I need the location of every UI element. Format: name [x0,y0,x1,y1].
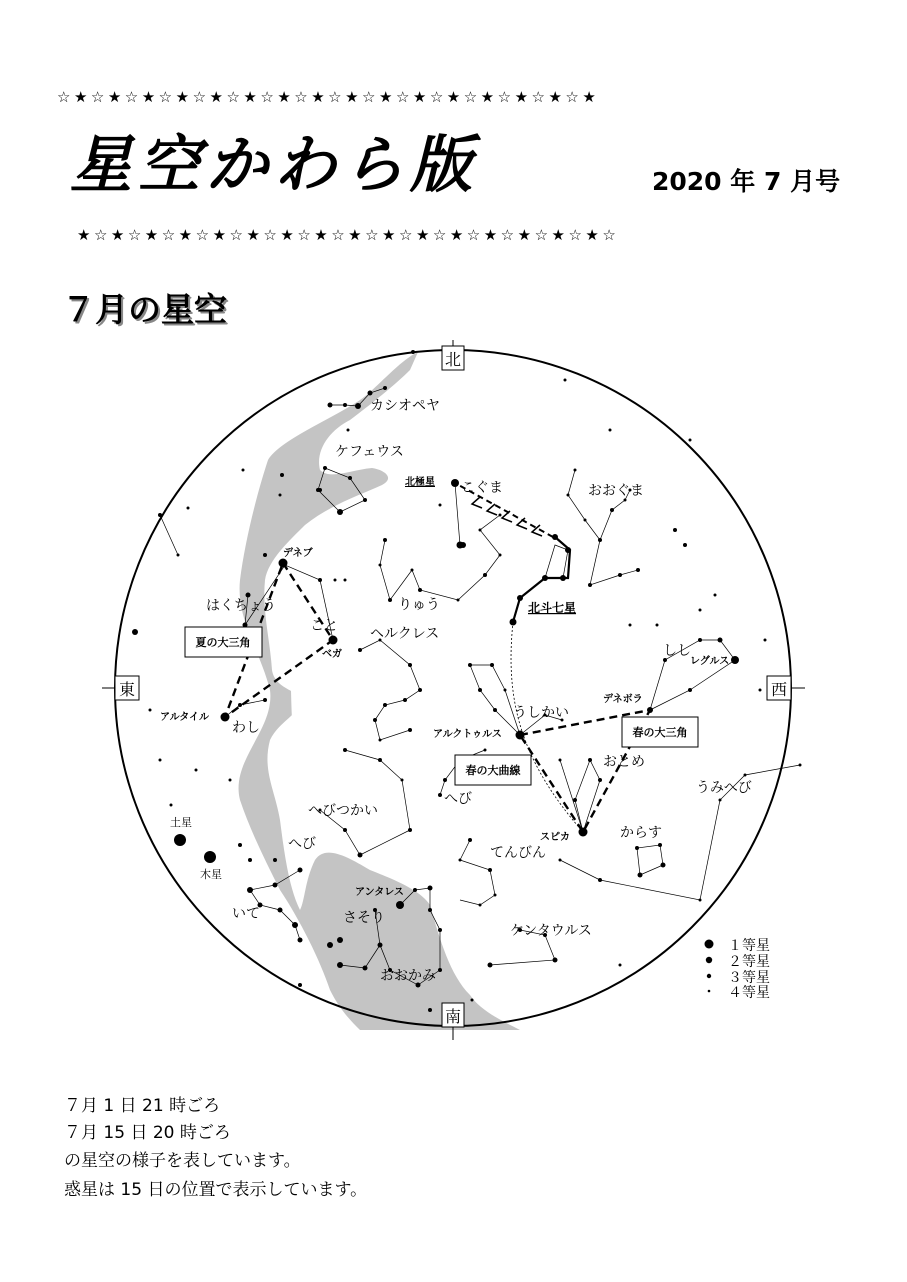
star-dot [479,904,482,907]
star-dot [413,888,417,892]
star-dot [337,962,343,968]
star-dot [363,498,367,502]
star-dot [504,689,507,692]
caption-line-2: ７月 15 日 20 時ごろ [64,1123,231,1143]
star-dot [609,429,612,432]
star-dot [673,528,677,532]
star-dot [378,943,383,948]
svg-text:アルタイル: アルタイル [160,712,209,723]
star-dot [298,938,303,943]
caption-line-3: の星空の様子を表しています。 [64,1151,301,1171]
star-border-top: ☆★☆★☆★☆★☆★☆★☆★☆★☆★☆★☆★☆★☆★☆★☆★☆★ [57,88,600,106]
star-dot [408,663,412,667]
star-dot [635,846,639,850]
star-dot [698,638,702,642]
star-dot [344,579,347,582]
star-dot [759,689,762,692]
star-dot [438,793,442,797]
star-dot [619,964,622,967]
star-dot [629,624,632,627]
star-dot [408,828,412,832]
star-dot [618,573,622,577]
star-dot [158,513,162,517]
star-dot [334,579,337,582]
star-dot [159,759,162,762]
star-dot [460,542,466,548]
star-dot [688,688,692,692]
star-dot [273,858,277,862]
star-dot [378,758,382,762]
svg-text:北: 北 [444,350,462,369]
star-dot [490,663,494,667]
star-dot [610,508,614,512]
issue-date: 2020 年 7 月号 [652,167,841,196]
star-dot [683,543,687,547]
star-dot [719,799,722,802]
star-dot [337,509,343,515]
star-dot [560,575,566,581]
svg-text:夏の大三角: 夏の大三角 [195,636,251,649]
star-dot [411,569,414,572]
spring-curve-box [455,755,531,785]
direction-south [442,1003,464,1027]
horizon-circle [115,350,791,1026]
star-dot [318,578,322,582]
svg-text:いて: いて [232,906,260,922]
star-dot [347,429,350,432]
svg-text:２等星: ２等星 [728,954,770,970]
svg-text:春の大三角: 春の大三角 [632,726,688,739]
star-dot [248,858,252,862]
star-dot [647,707,653,713]
star-dot [552,534,558,540]
star-dot [459,859,462,862]
svg-text:ケフェウス: ケフェウス [335,444,404,460]
svg-text:東: 東 [118,680,136,699]
star-dot [588,583,592,587]
star-dot [383,703,387,707]
star-dot [263,553,267,557]
star-dot [329,636,338,645]
svg-text:へびつかい: へびつかい [308,803,378,819]
star-dot [316,488,320,492]
constellation-lines [160,388,800,985]
caption-line-1: ７月 1 日 21 時ごろ [64,1096,221,1116]
star-dot [714,594,717,597]
star-dot [499,554,502,557]
star-dot [457,599,460,602]
star-dot [401,779,404,782]
svg-text:ヘルクレス: ヘルクレス [370,626,440,642]
svg-text:うみへび: うみへび [696,780,752,796]
star-dot [439,504,442,507]
star-dot [408,728,412,732]
svg-text:わし: わし [232,720,260,736]
star-dot [403,698,407,702]
section-title: ７月の星空 [62,290,227,329]
star-dot [484,749,487,752]
svg-text:てんびん: てんびん [490,845,546,861]
star-dot [418,588,422,592]
star-dot [516,731,525,740]
star-dot [579,828,588,837]
star-dot [567,494,570,497]
star-dot [428,908,432,912]
svg-text:スピカ: スピカ [540,832,570,843]
star-dot [242,469,245,472]
star-dot [451,479,459,487]
star-dot [478,688,482,692]
star-dot [699,899,702,902]
svg-text:おとめ: おとめ [603,754,645,770]
star-dot [488,963,493,968]
svg-text:１等星: １等星 [728,938,770,954]
star-dot [438,968,442,972]
star-dot [132,629,138,635]
star-dot [559,859,562,862]
star-dot [343,403,347,407]
star-dot [542,575,548,581]
star-dot [588,758,592,762]
star-dot [229,779,232,782]
star-dot [428,886,433,891]
svg-text:さそり: さそり [343,910,385,926]
star-dot [584,519,587,522]
svg-text:土星: 土星 [170,816,192,829]
star-dot [273,883,278,888]
star-dot [396,901,404,909]
svg-text:へび: へび [288,836,316,852]
svg-text:からす: からす [620,825,662,841]
star-dot [438,928,442,932]
star-dot [280,473,284,477]
svg-text:へび: へび [444,791,472,807]
svg-text:３等星: ３等星 [728,970,770,986]
svg-text:こと: こと [310,618,338,634]
star-dot [292,922,298,928]
svg-text:おおかみ: おおかみ [380,968,436,984]
star-dot [598,878,602,882]
svg-text:ベガ: ベガ [322,649,342,660]
star-dot [731,656,739,664]
svg-text:西: 西 [770,680,788,699]
star-dot [187,507,190,510]
star-dot [598,778,602,782]
star-dot [373,718,377,722]
star-dot [358,648,362,652]
star-dot [744,774,747,777]
newsletter-title: 星空かわら版 [70,128,479,201]
star-dot [327,942,333,948]
star-dot [348,476,352,480]
star-dot [363,966,368,971]
caption-line-4: 惑星は 15 日の位置で表示しています。 [64,1180,368,1200]
star-dot [170,804,173,807]
star-dot [565,547,571,553]
star-dot [379,739,382,742]
star-dot [278,908,283,913]
direction-north [442,346,464,370]
star-dot [468,838,472,842]
star-dot [418,688,422,692]
star-dot [573,798,577,802]
planet-jupiter [200,851,222,881]
star-border-bottom: ★☆★☆★☆★☆★☆★☆★☆★☆★☆★☆★☆★☆★☆★☆★☆★☆ [77,226,620,244]
svg-text:デネボラ: デネボラ [603,694,643,705]
svg-text:アルクトゥルス: アルクトゥルス [433,729,502,740]
star-dot [510,619,517,626]
star-dot [279,559,288,568]
star-dot [298,868,303,873]
star-chart [100,335,807,1045]
star-dot [428,1008,432,1012]
star-dot [238,703,242,707]
star-dot [149,709,152,712]
star-dot [388,598,392,602]
direction-east [115,676,139,700]
svg-text:しし: しし [663,643,691,659]
star-dot [488,868,492,872]
star-dot [221,713,230,722]
direction-west [767,676,791,700]
svg-text:北斗七星: 北斗七星 [528,601,577,615]
star-dot [177,554,180,557]
star-dot [343,828,347,832]
star-dot [598,538,602,542]
svg-text:アンタレス: アンタレス [355,887,404,898]
star-dot [494,894,497,897]
svg-text:おおぐま: おおぐま [588,483,644,499]
star-dot [471,999,474,1002]
star-dot [638,873,643,878]
star-dot [247,887,253,893]
star-dot [195,769,198,772]
star-dot [499,514,502,517]
star-dot [656,624,659,627]
star-dot [379,564,382,567]
star-dot [479,529,482,532]
star-dot [661,863,666,868]
star-dot [764,639,767,642]
planet-saturn [170,815,192,846]
star-dot [718,638,723,643]
svg-text:南: 南 [444,1007,462,1026]
summer-triangle-box [185,627,262,657]
svg-text:デネブ: デネブ [283,548,313,559]
star-dot [323,466,327,470]
star-dot [468,663,472,667]
star-dot [383,386,387,390]
star-dot [553,958,558,963]
star-dot [355,403,361,409]
star-dot [279,494,282,497]
star-dot [564,379,567,382]
star-dot [337,937,343,943]
star-dot [658,843,662,847]
svg-text:レグルス: レグルス [690,656,730,667]
svg-text:こぐま: こぐま [461,480,503,496]
star-dot [799,764,802,767]
star-dot [368,391,373,396]
svg-text:はくちょう: はくちょう [206,598,276,614]
star-dot [298,983,302,987]
star-dot [483,573,487,577]
svg-text:北極星: 北極星 [405,477,435,488]
svg-text:木星: 木星 [200,868,222,881]
star-dot [328,403,333,408]
star-dot [238,843,242,847]
star-dot [517,595,523,601]
star-dot [383,538,387,542]
magnitude-legend [705,938,771,1001]
star-dot [263,698,267,702]
star-dot [358,853,363,858]
star-dot [411,350,415,354]
star-dot [699,609,702,612]
star-dot [443,778,447,782]
spring-triangle-box [622,717,698,747]
star-dot [574,469,577,472]
svg-text:ケンタウルス: ケンタウルス [510,923,592,939]
star-dot [559,759,562,762]
star-dot [493,708,497,712]
svg-text:春の大曲線: 春の大曲線 [465,764,521,777]
svg-text:カシオペヤ: カシオペヤ [370,398,440,414]
svg-text:うしかい: うしかい [513,705,569,721]
star-dot [246,593,251,598]
svg-text:４等星: ４等星 [728,985,770,1001]
star-dot [343,748,347,752]
svg-text:りゅう: りゅう [398,597,440,613]
star-dot [636,568,640,572]
star-dot [689,439,692,442]
